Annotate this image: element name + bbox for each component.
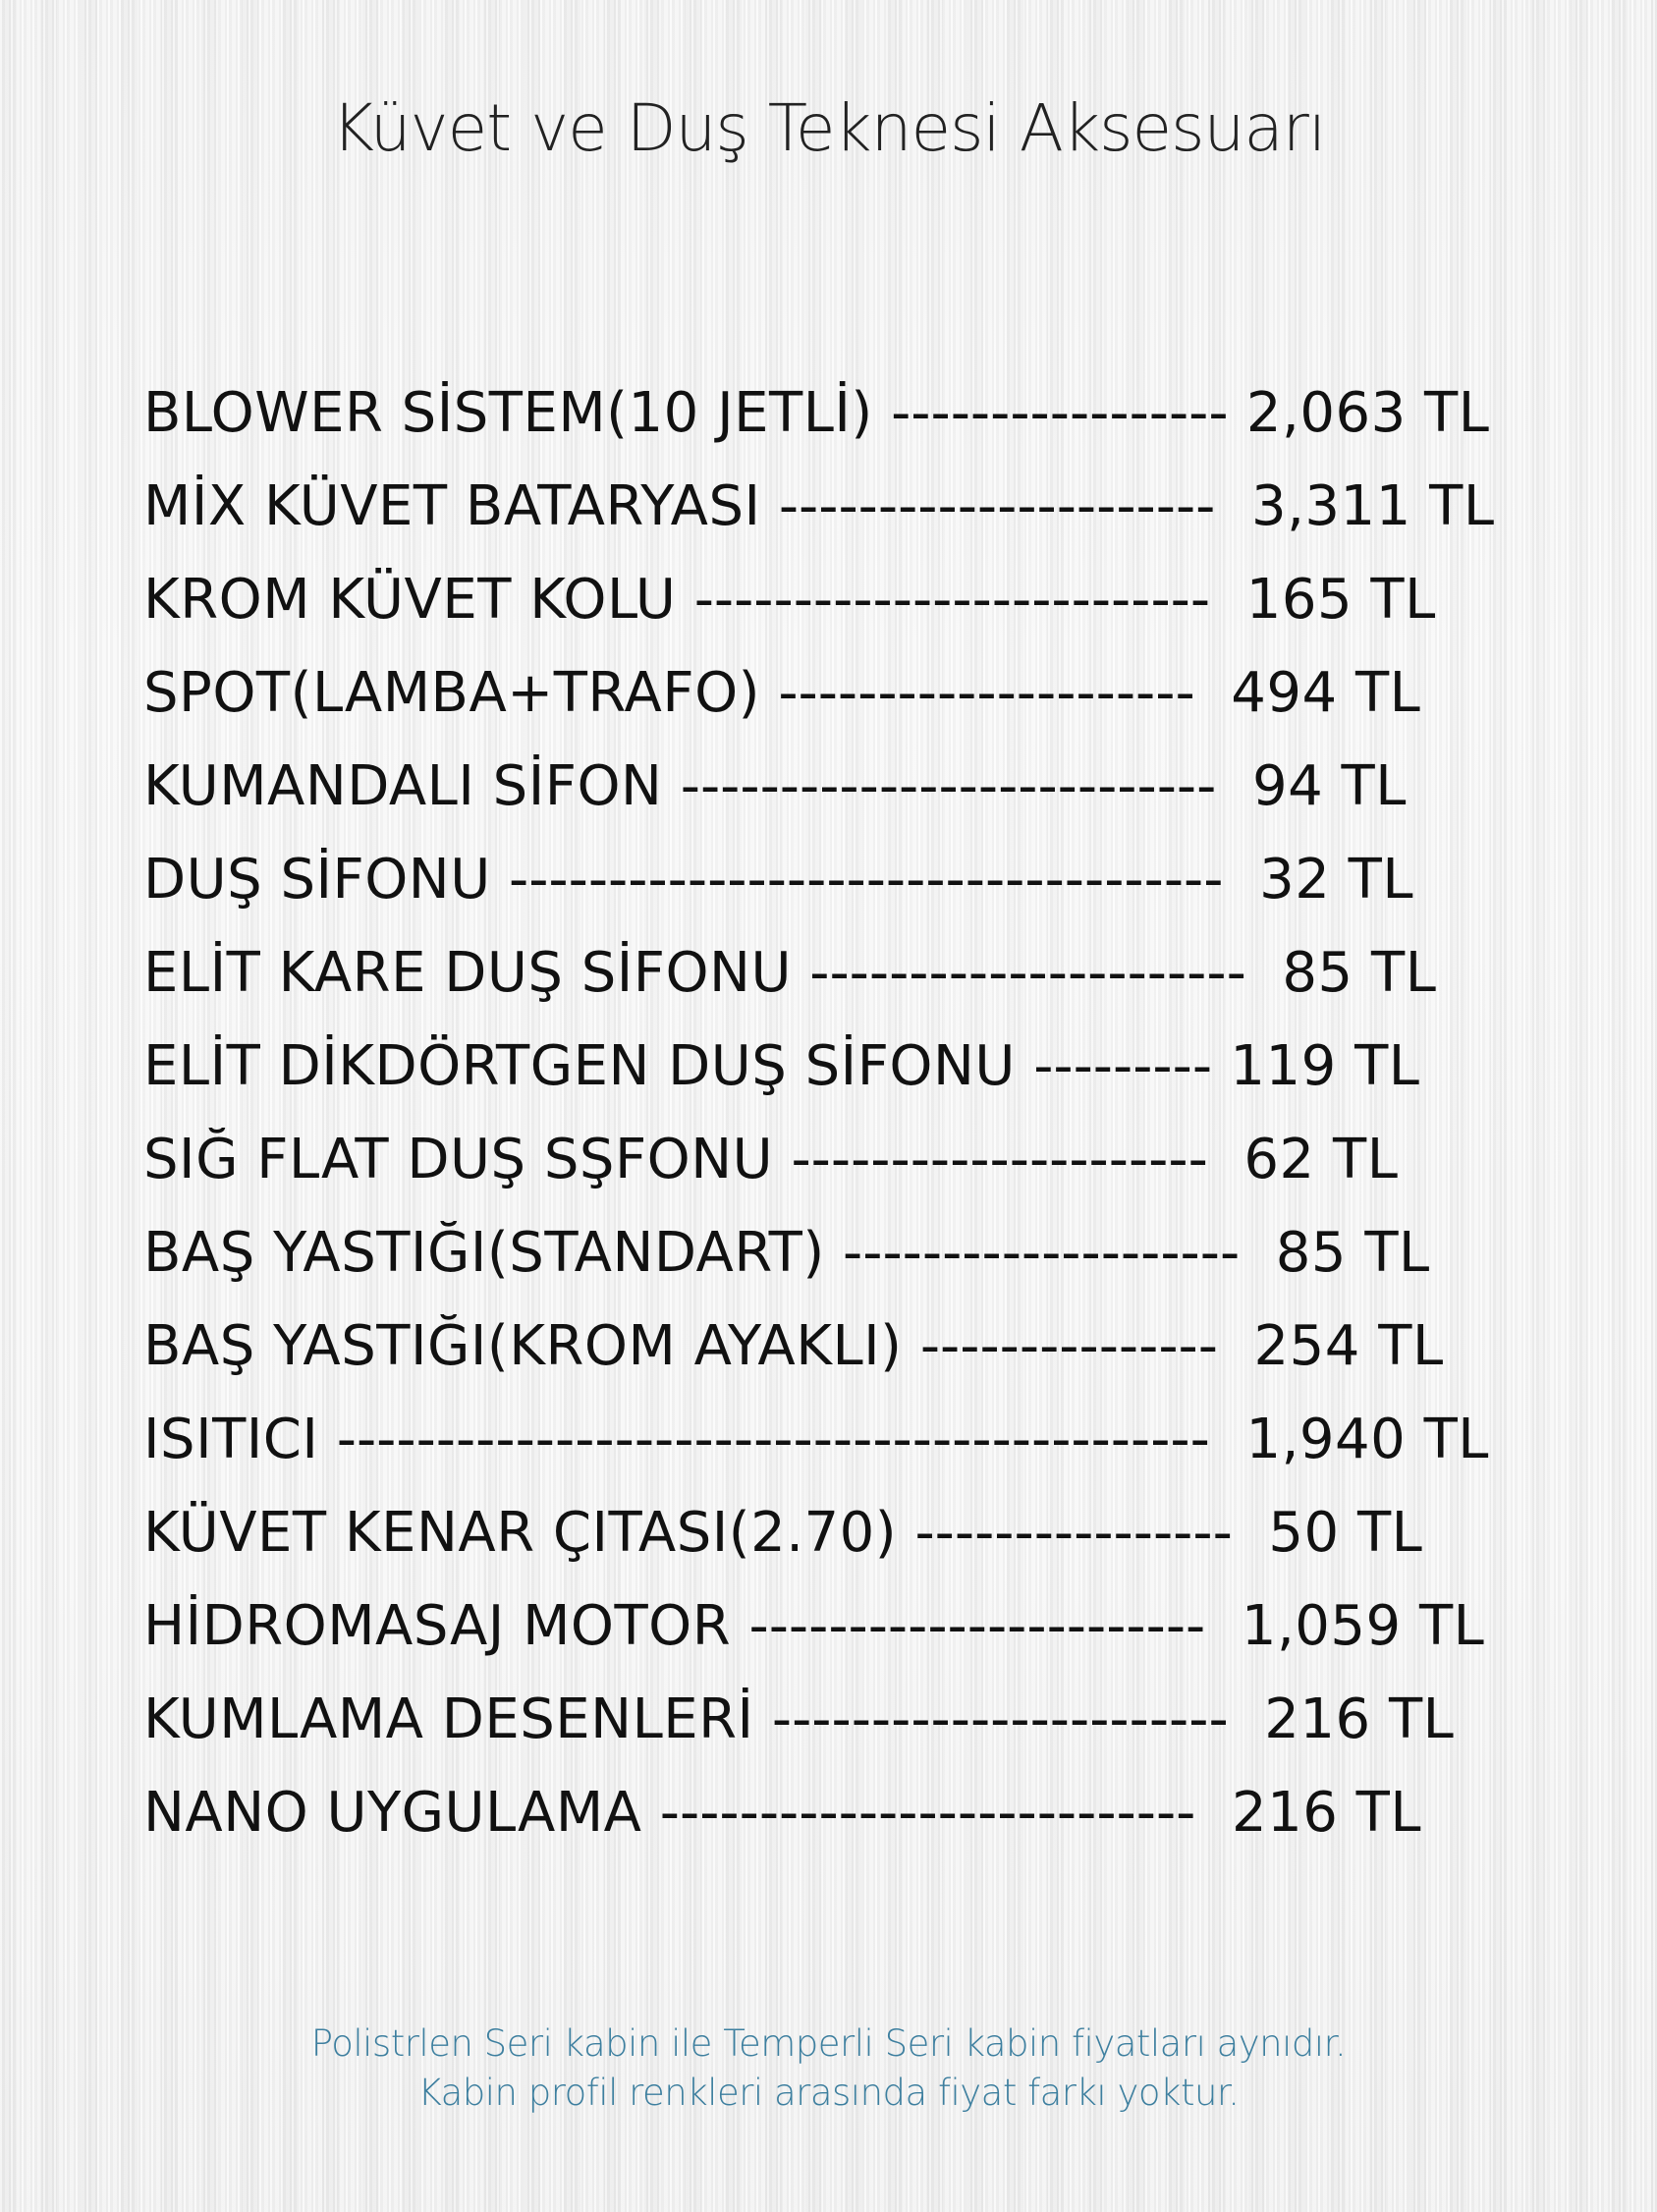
item-name: SPOT(LAMBA+TRAFO)	[143, 661, 760, 725]
price-row	[143, 754, 1538, 848]
item-price: 216 TL	[1264, 1687, 1455, 1751]
leader-dashes: ----------------------	[778, 474, 1216, 538]
item-name: KROM KÜVET KOLU	[143, 568, 677, 632]
footnote-profile-colors: Kabin profil renkleri arasında fiyat farkı yoktur.	[417, 2072, 1240, 2114]
item-name: DUŞ SİFONU	[143, 848, 491, 912]
item-name: BLOWER SİSTEM(10 JETLİ)	[143, 381, 873, 445]
item-name: NANO UYGULAMA	[143, 1781, 642, 1845]
price-row	[143, 661, 1538, 754]
price-row	[143, 1408, 1538, 1501]
leader-dashes: ---------------------------	[680, 754, 1217, 818]
item-price: 216 TL	[1231, 1781, 1422, 1845]
item-price: 85 TL	[1282, 941, 1437, 1005]
price-row	[143, 1314, 1538, 1408]
item-name: KUMLAMA DESENLERİ	[143, 1687, 754, 1751]
price-row	[143, 568, 1538, 661]
price-row	[143, 1781, 1538, 1874]
leader-dashes: -----------------------	[771, 1687, 1229, 1751]
price-row	[143, 1034, 1538, 1128]
leader-dashes: --------------------------	[693, 568, 1211, 632]
leader-dashes: ---------------------------	[659, 1781, 1196, 1845]
item-name: BAŞ YASTIĞI(STANDART)	[143, 1221, 825, 1285]
item-price: 119 TL	[1230, 1034, 1420, 1098]
item-name: ELİT DİKDÖRTGEN DUŞ SİFONU	[143, 1034, 1016, 1098]
price-row	[143, 1501, 1538, 1594]
item-name: HİDROMASAJ MOTOR	[143, 1594, 732, 1658]
leader-dashes: ---------	[1033, 1034, 1213, 1098]
item-price: 50 TL	[1268, 1501, 1423, 1565]
item-price: 94 TL	[1251, 754, 1407, 818]
item-price: 3,311 TL	[1251, 474, 1495, 538]
item-price: 62 TL	[1243, 1128, 1399, 1191]
leader-dashes: --------------------------------------------	[336, 1408, 1210, 1471]
page-title: Küvet ve Duş Teknesi Aksesuarı	[331, 90, 1326, 166]
item-name: SIĞ FLAT DUŞ SŞFONU	[143, 1128, 774, 1191]
item-name: KUMANDALI SİFON	[143, 754, 663, 818]
price-row	[143, 381, 1538, 474]
item-price: 85 TL	[1275, 1221, 1430, 1285]
leader-dashes: --------------------	[843, 1221, 1241, 1285]
item-name: BAŞ YASTIĞI(KROM AYAKLI)	[143, 1314, 903, 1378]
price-row	[143, 848, 1538, 941]
leader-dashes: ----------------	[914, 1501, 1233, 1565]
price-row	[143, 1687, 1538, 1781]
item-price: 165 TL	[1245, 568, 1436, 632]
price-row	[143, 1221, 1538, 1314]
item-price: 2,063 TL	[1245, 381, 1490, 445]
item-price: 494 TL	[1231, 661, 1421, 725]
item-name: ISITICI	[143, 1408, 319, 1471]
item-name: KÜVET KENAR ÇITASI(2.70)	[143, 1501, 898, 1565]
item-price: 254 TL	[1253, 1314, 1444, 1378]
leader-dashes: -----------------------	[748, 1594, 1206, 1658]
footnote-kabin-series: Polistrlen Seri kabin ile Temperli Seri kabin fiyatları aynıdır.	[310, 2022, 1347, 2065]
leader-dashes: ----------------------	[809, 941, 1246, 1005]
item-price: 32 TL	[1259, 848, 1414, 912]
item-name: MİX KÜVET BATARYASI	[143, 474, 761, 538]
price-row	[143, 474, 1538, 568]
leader-dashes: ------------------------------------	[509, 848, 1224, 912]
leader-dashes: -----------------	[891, 381, 1229, 445]
item-price: 1,059 TL	[1241, 1594, 1485, 1658]
price-row	[143, 1594, 1538, 1687]
item-price: 1,940 TL	[1245, 1408, 1489, 1471]
price-row	[143, 941, 1538, 1034]
leader-dashes: ---------------	[919, 1314, 1218, 1378]
leader-dashes: ---------------------	[778, 661, 1195, 725]
item-name: ELİT KARE DUŞ SİFONU	[143, 941, 792, 1005]
leader-dashes: ---------------------	[791, 1128, 1208, 1191]
accessory-price-list	[143, 381, 1538, 1874]
price-row	[143, 1128, 1538, 1221]
